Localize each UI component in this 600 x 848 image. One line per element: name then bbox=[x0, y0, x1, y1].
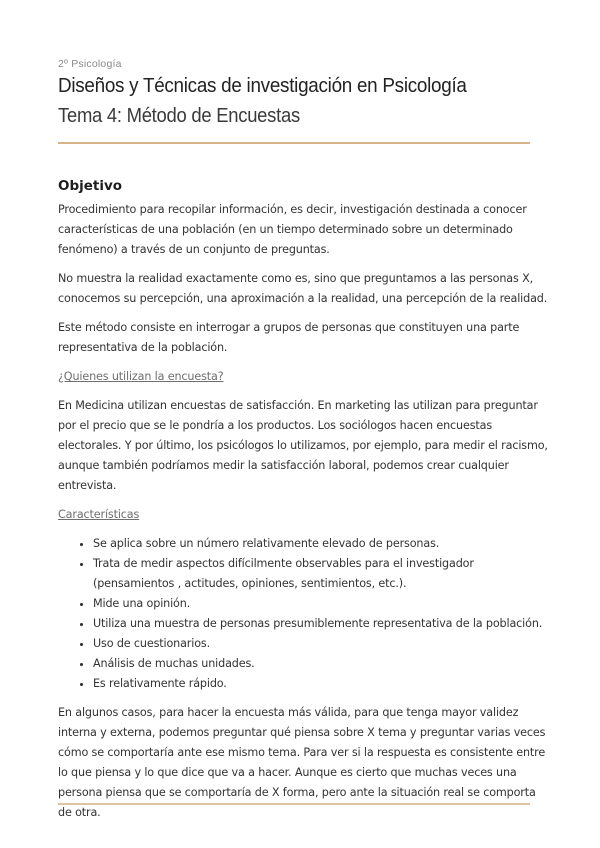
footer-divider bbox=[58, 803, 530, 805]
features-subheading: Características bbox=[58, 508, 140, 521]
list-item: • Uso de cuestionarios. bbox=[93, 634, 548, 654]
section-heading: Objetivo bbox=[58, 178, 123, 194]
list-item: • Trata de medir aspectos difícilmente observables para el investigador (pensamientos , actitudes, opiniones, sentimientos, etc.). bbox=[93, 554, 548, 594]
paragraph-closing: En algunos casos, para hacer la encuesta más válida, para que tenga mayor validez interna y externa, podemos preguntar qué piensa sobre X tema y preguntar varias veces cómo se comportaría ante ese mismo tema. Para ver si la respuesta es consistente entre lo que piensa y lo que dice que va a hacer. Aunque es cierto que muchas veces una persona piensa que se comportaría de X forma, pero ante la situación real se comporta de otra. bbox=[58, 706, 546, 819]
document-subtitle: Tema 4: Método de Encuestas bbox=[58, 104, 300, 127]
who-uses-subheading: ¿Quienes utilizan la encuesta? bbox=[58, 370, 224, 383]
paragraph-method: Este método consiste en interrogar a grupos de personas que constituyen una parte representativa de la población. bbox=[58, 321, 520, 354]
list-item: • Se aplica sobre un número relativamente elevado de personas. bbox=[93, 534, 548, 554]
paragraph-perception: No muestra la realidad exactamente como es, sino que preguntamos a las personas X, conocemos su percepción, una aproximación a la realidad, una percepción de la realidad. bbox=[58, 272, 548, 305]
list-item: • Es relativamente rápido. bbox=[93, 674, 548, 694]
paragraph-definition: Procedimiento para recopilar información, es decir, investigación destinada a conocer características de una población (en un tiempo determinado sobre un determinado fenómeno) a través de un conjunto de preguntas. bbox=[58, 203, 527, 256]
document-title: Diseños y Técnicas de investigación en Psicología bbox=[58, 74, 467, 97]
course-label: 2º Psicología bbox=[58, 58, 122, 70]
list-item: • Mide una opinión. bbox=[93, 594, 548, 614]
features-list bbox=[58, 534, 548, 694]
header-divider bbox=[58, 142, 530, 144]
list-item: • Análisis de muchas unidades. bbox=[93, 654, 548, 674]
list-item: • Utiliza una muestra de personas presumiblemente representativa de la población. bbox=[93, 614, 548, 634]
paragraph-who-uses: En Medicina utilizan encuestas de satisfacción. En marketing las utilizan para preguntar por el precio que se le pondría a los productos. Los sociólogos hacen encuestas electorales. Y por último, los psicólogos lo utilizamos, por ejemplo, para medir el racismo, aunque también podríamos medir la satisfacción laboral, podemos crear cualquier entrevista. bbox=[58, 399, 548, 492]
document-body bbox=[58, 176, 548, 832]
